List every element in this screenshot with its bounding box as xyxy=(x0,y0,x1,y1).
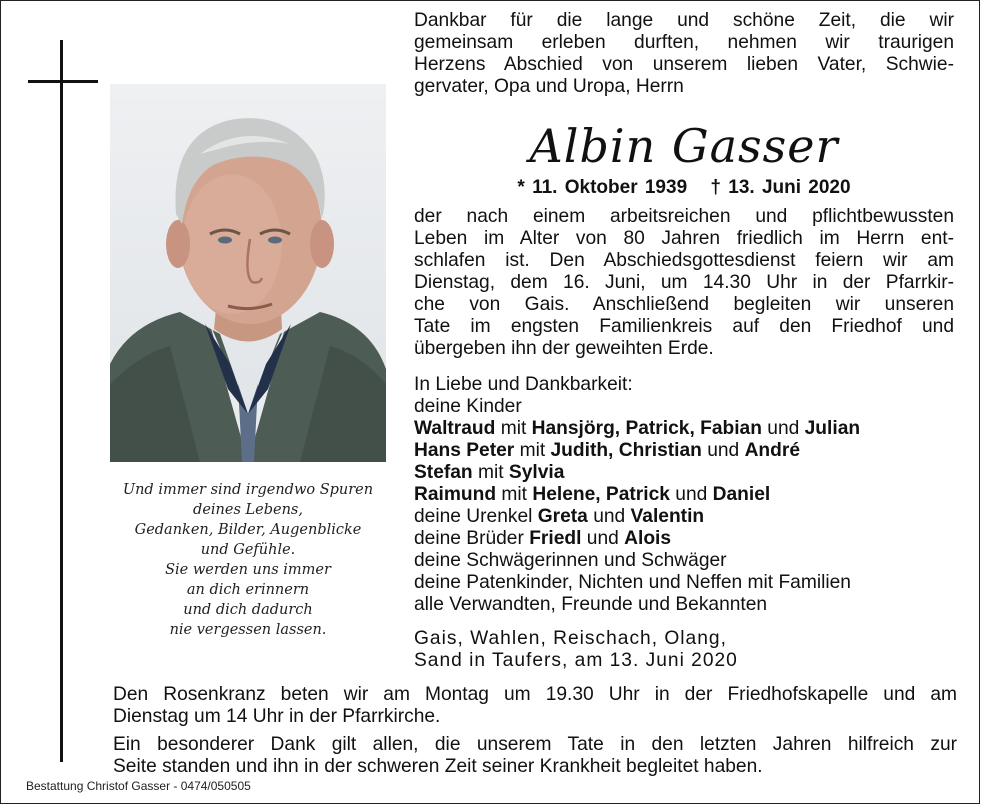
rosary-line: Den Rosenkranz beten wir am Montag um 19.30 Uhr in der Friedhofskapelle und am xyxy=(113,684,957,705)
family-row: deine Brüder Friedl und Alois xyxy=(414,528,672,549)
undertaker-credit: Bestattung Christof Gasser - 0474/050505 xyxy=(26,779,251,793)
poem-line: Sie werden uns immer xyxy=(165,562,331,578)
poem-line: und dich dadurch xyxy=(183,602,313,618)
cross-icon-vertical xyxy=(60,40,63,762)
story-line: che von Gais. Anschließend begleiten wir unseren xyxy=(414,294,954,315)
birth-date: * 11. Oktober 1939 xyxy=(517,177,688,198)
story-line: Tate im engsten Familienkreis auf den Friedhof und xyxy=(414,316,954,337)
intro-line: gemeinsam erleben durften, nehmen wir traurigen xyxy=(414,32,954,53)
intro-line: gervater, Opa und Uropa, Herrn xyxy=(414,76,684,97)
family-row: Waltraud mit Hansjörg, Patrick, Fabian und Julian xyxy=(414,418,861,439)
family-row: deine Schwägerinnen und Schwäger xyxy=(414,550,727,571)
story-line: der nach einem arbeitsreichen und pflichtbewussten xyxy=(414,206,954,227)
story-line: Dienstag, dem 16. Juni, um 14.30 Uhr in der Pfarrkir- xyxy=(414,272,954,293)
intro-paragraph xyxy=(414,10,954,98)
place-date xyxy=(414,628,834,672)
deceased-name: Albin Gasser xyxy=(529,119,839,173)
poem-line: deines Lebens, xyxy=(193,502,303,518)
thanks-line: Ein besonderer Dank gilt allen, die unserem Tate in den letzten Jahren hilfreich zur xyxy=(113,734,957,755)
family-greeting: In Liebe und Dankbarkeit: xyxy=(414,374,633,395)
intro-line: Dankbar für die lange und schöne Zeit, die wir xyxy=(414,10,954,31)
life-dates xyxy=(414,176,954,200)
place-line: Gais, Wahlen, Reischach, Olang, xyxy=(414,628,727,649)
portrait-photo xyxy=(110,84,386,462)
family-row: alle Verwandten, Freunde und Bekannten xyxy=(414,594,768,615)
place-line: Sand in Taufers, am 13. Juni 2020 xyxy=(414,650,738,671)
rosary-notice xyxy=(113,684,957,728)
poem-line: nie vergessen lassen. xyxy=(169,622,327,638)
thanks-line: Seite standen und ihn in der schweren Zeit seiner Krankheit begleitet haben. xyxy=(113,756,763,777)
poem-line: Und immer sind irgendwo Spuren xyxy=(122,482,374,498)
story-paragraph xyxy=(414,206,954,360)
cross-icon-horizontal xyxy=(28,80,98,83)
rosary-line: Dienstag um 14 Uhr in der Pfarrkirche. xyxy=(113,706,441,727)
family-row: Stefan mit Sylvia xyxy=(414,462,565,483)
family-row: Raimund mit Helene, Patrick und Daniel xyxy=(414,484,771,505)
death-date: † 13. Juni 2020 xyxy=(710,177,851,198)
children-label: deine Kinder xyxy=(414,396,522,417)
family-row: deine Urenkel Greta und Valentin xyxy=(414,506,705,527)
intro-line: Herzens Abschied von unserem lieben Vater, Schwie- xyxy=(414,54,954,75)
poem-line: an dich erinnern xyxy=(186,582,310,598)
poem-line: und Gefühle. xyxy=(200,542,296,558)
story-line: Leben im Alter von 80 Jahren friedlich im Herrn ent- xyxy=(414,228,954,249)
family-row: deine Patenkinder, Nichten und Neffen mit Familien xyxy=(414,572,851,593)
thanks-notice xyxy=(113,734,957,778)
portrait-image xyxy=(110,84,386,462)
story-line: übergeben ihn der geweihten Erde. xyxy=(414,338,714,359)
memorial-poem xyxy=(110,480,386,640)
family-row: Hans Peter mit Judith, Christian und André xyxy=(414,440,800,461)
poem-line: Gedanken, Bilder, Augenblicke xyxy=(134,522,362,538)
story-line: schlafen ist. Den Abschiedsgottesdienst feiern wir am xyxy=(414,250,954,271)
family-list xyxy=(414,374,954,616)
